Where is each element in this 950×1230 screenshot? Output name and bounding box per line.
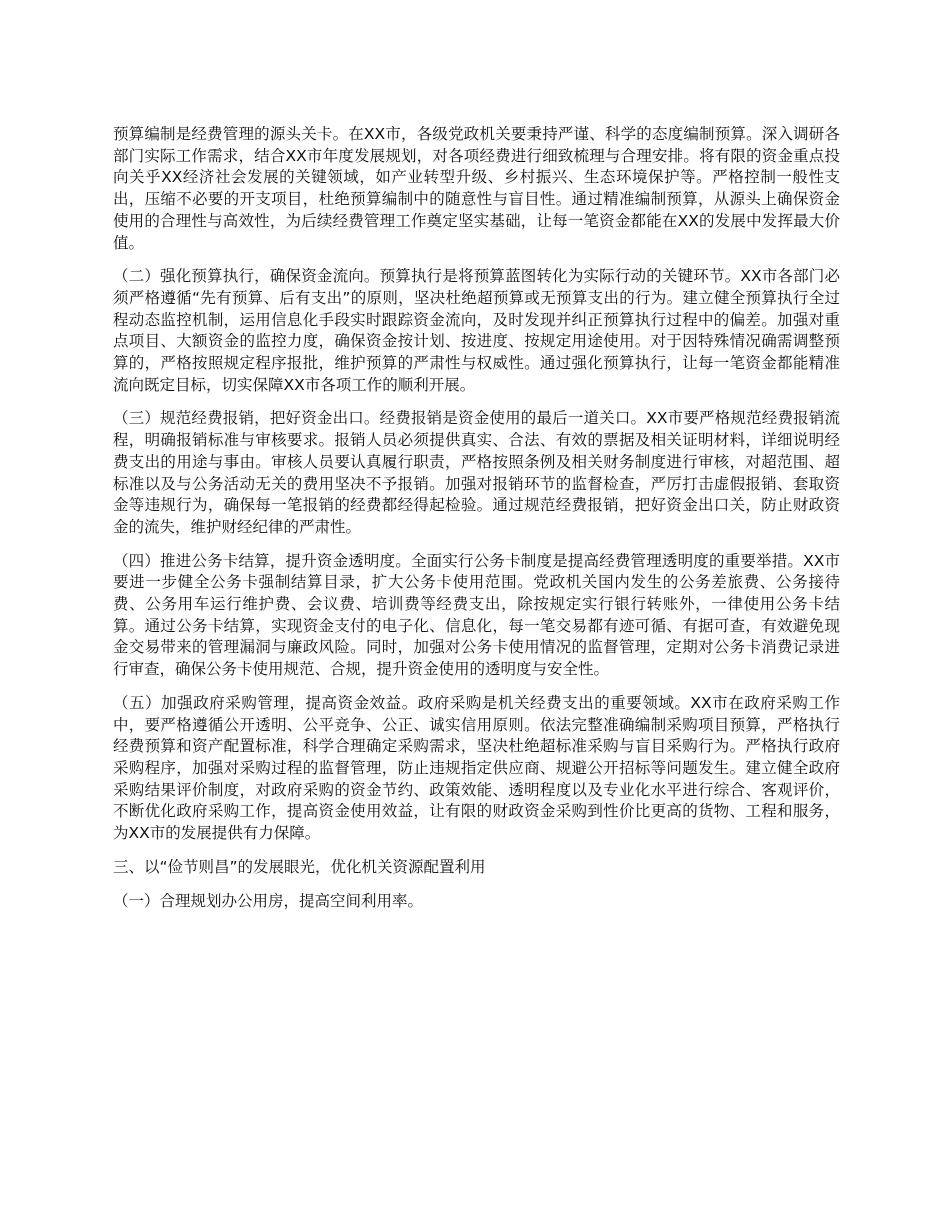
paragraph-expense-reimbursement: （三）规范经费报销，把好资金出口。经费报销是资金使用的最后一道关口。XX市要严格规范经费报销流程，明确报销标准与审核要求。报销人员必须提供真实、合法、有效的票据及相关证明材料，详细说明经费支出的用途与事由。审核人员要认真履行职责，严格按照条例及相关财务制度进行审核，对超范围、超标准以及与公务活动无关的费用坚决不予报销。加强对报销环节的监督检查，严厉打击虚假报销、套取资金等违规行为，确保每一笔报销的经费都经得起检验。通过规范经费报销，把好资金出口关，防止财政资金的流失，维护财经纪律的严肃性。 [113,409,840,536]
paragraph-official-card: （四）推进公务卡结算，提升资金透明度。全面实行公务卡制度是提高经费管理透明度的重要举措。XX市要进一步健全公务卡强制结算目录，扩大公务卡使用范围。党政机关国内发生的公务差旅费、公务接待费、公务用车运行维护费、会议费、培训费等经费支出，除按规定实行银行转账外，一律使用公务卡结算。通过公务卡结算，实现资金支付的电子化、信息化，每一笔交易都有迹可循、有据可查，有效避免现金交易带来的管理漏洞与廉政风险。同时，加强对公务卡使用情况的监督管理，定期对公务卡消费记录进行审查，确保公务卡使用规范、合规，提升资金使用的透明度与安全性。 [113,551,840,679]
document-body [113,124,840,924]
subheading: （一）合理规划办公用房，提高空间利用率。 [113,891,424,910]
paragraph-budget-execution: （二）强化预算执行，确保资金流向。预算执行是将预算蓝图转化为实际行动的关键环节。XX市各部门必须严格遵循“先有预算、后有支出”的原则，坚决杜绝超预算或无预算支出的行为。建立健全预算执行全过程动态监控机制，运用信息化手段实时跟踪资金流向，及时发现并纠正预算执行过程中的偏差。加强对重点项目、大额资金的监控力度，确保资金按计划、按进度、按规定用途使用。对于因特殊情况确需调整预算的，严格按照规定程序报批，维护预算的严肃性与权威性。通过强化预算执行，让每一笔资金都能精准流向既定目标，切实保障XX市各项工作的顺利开展。 [113,267,840,394]
section-heading: 三、以“俭节则昌”的发展眼光，优化机关资源配置利用 [113,857,486,876]
paragraph-government-procurement: （五）加强政府采购管理，提高资金效益。政府采购是机关经费支出的重要领域。XX市在政府采购工作中，要严格遵循公开透明、公平竞争、公正、诚实信用原则。依法完整准确编制采购项目预算，严格执行经费预算和资产配置标准，科学合理确定采购需求，坚决杜绝超标准采购与盲目采购行为。严格执行政府采购程序，加强对采购过程的监督管理，防止违规指定供应商、规避公开招标等问题发生。建立健全政府采购结果评价制度，对政府采购的资金节约、政策效能、透明程度以及专业化水平进行综合、客观评价，不断优化政府采购工作，提高资金使用效益，让有限的财政资金采购到性价比更高的货物、工程和服务，为XX市的发展提供有力保障。 [113,693,840,843]
paragraph-budget-compilation: 预算编制是经费管理的源头关卡。在XX市，各级党政机关要秉持严谨、科学的态度编制预算。深入调研各部门实际工作需求，结合XX市年度发展规划，对各项经费进行细致梳理与合理安排。将有限的资金重点投向关乎XX经济社会发展的关键领域，如产业转型升级、乡村振兴、生态环境保护等。严格控制一般性支出，压缩不必要的开支项目，杜绝预算编制中的随意性与盲目性。通过精准编制预算，从源头上确保资金使用的合理性与高效性，为后续经费管理工作奠定坚实基础，让每一笔资金都能在XX的发展中发挥最大价值。 [113,125,840,252]
